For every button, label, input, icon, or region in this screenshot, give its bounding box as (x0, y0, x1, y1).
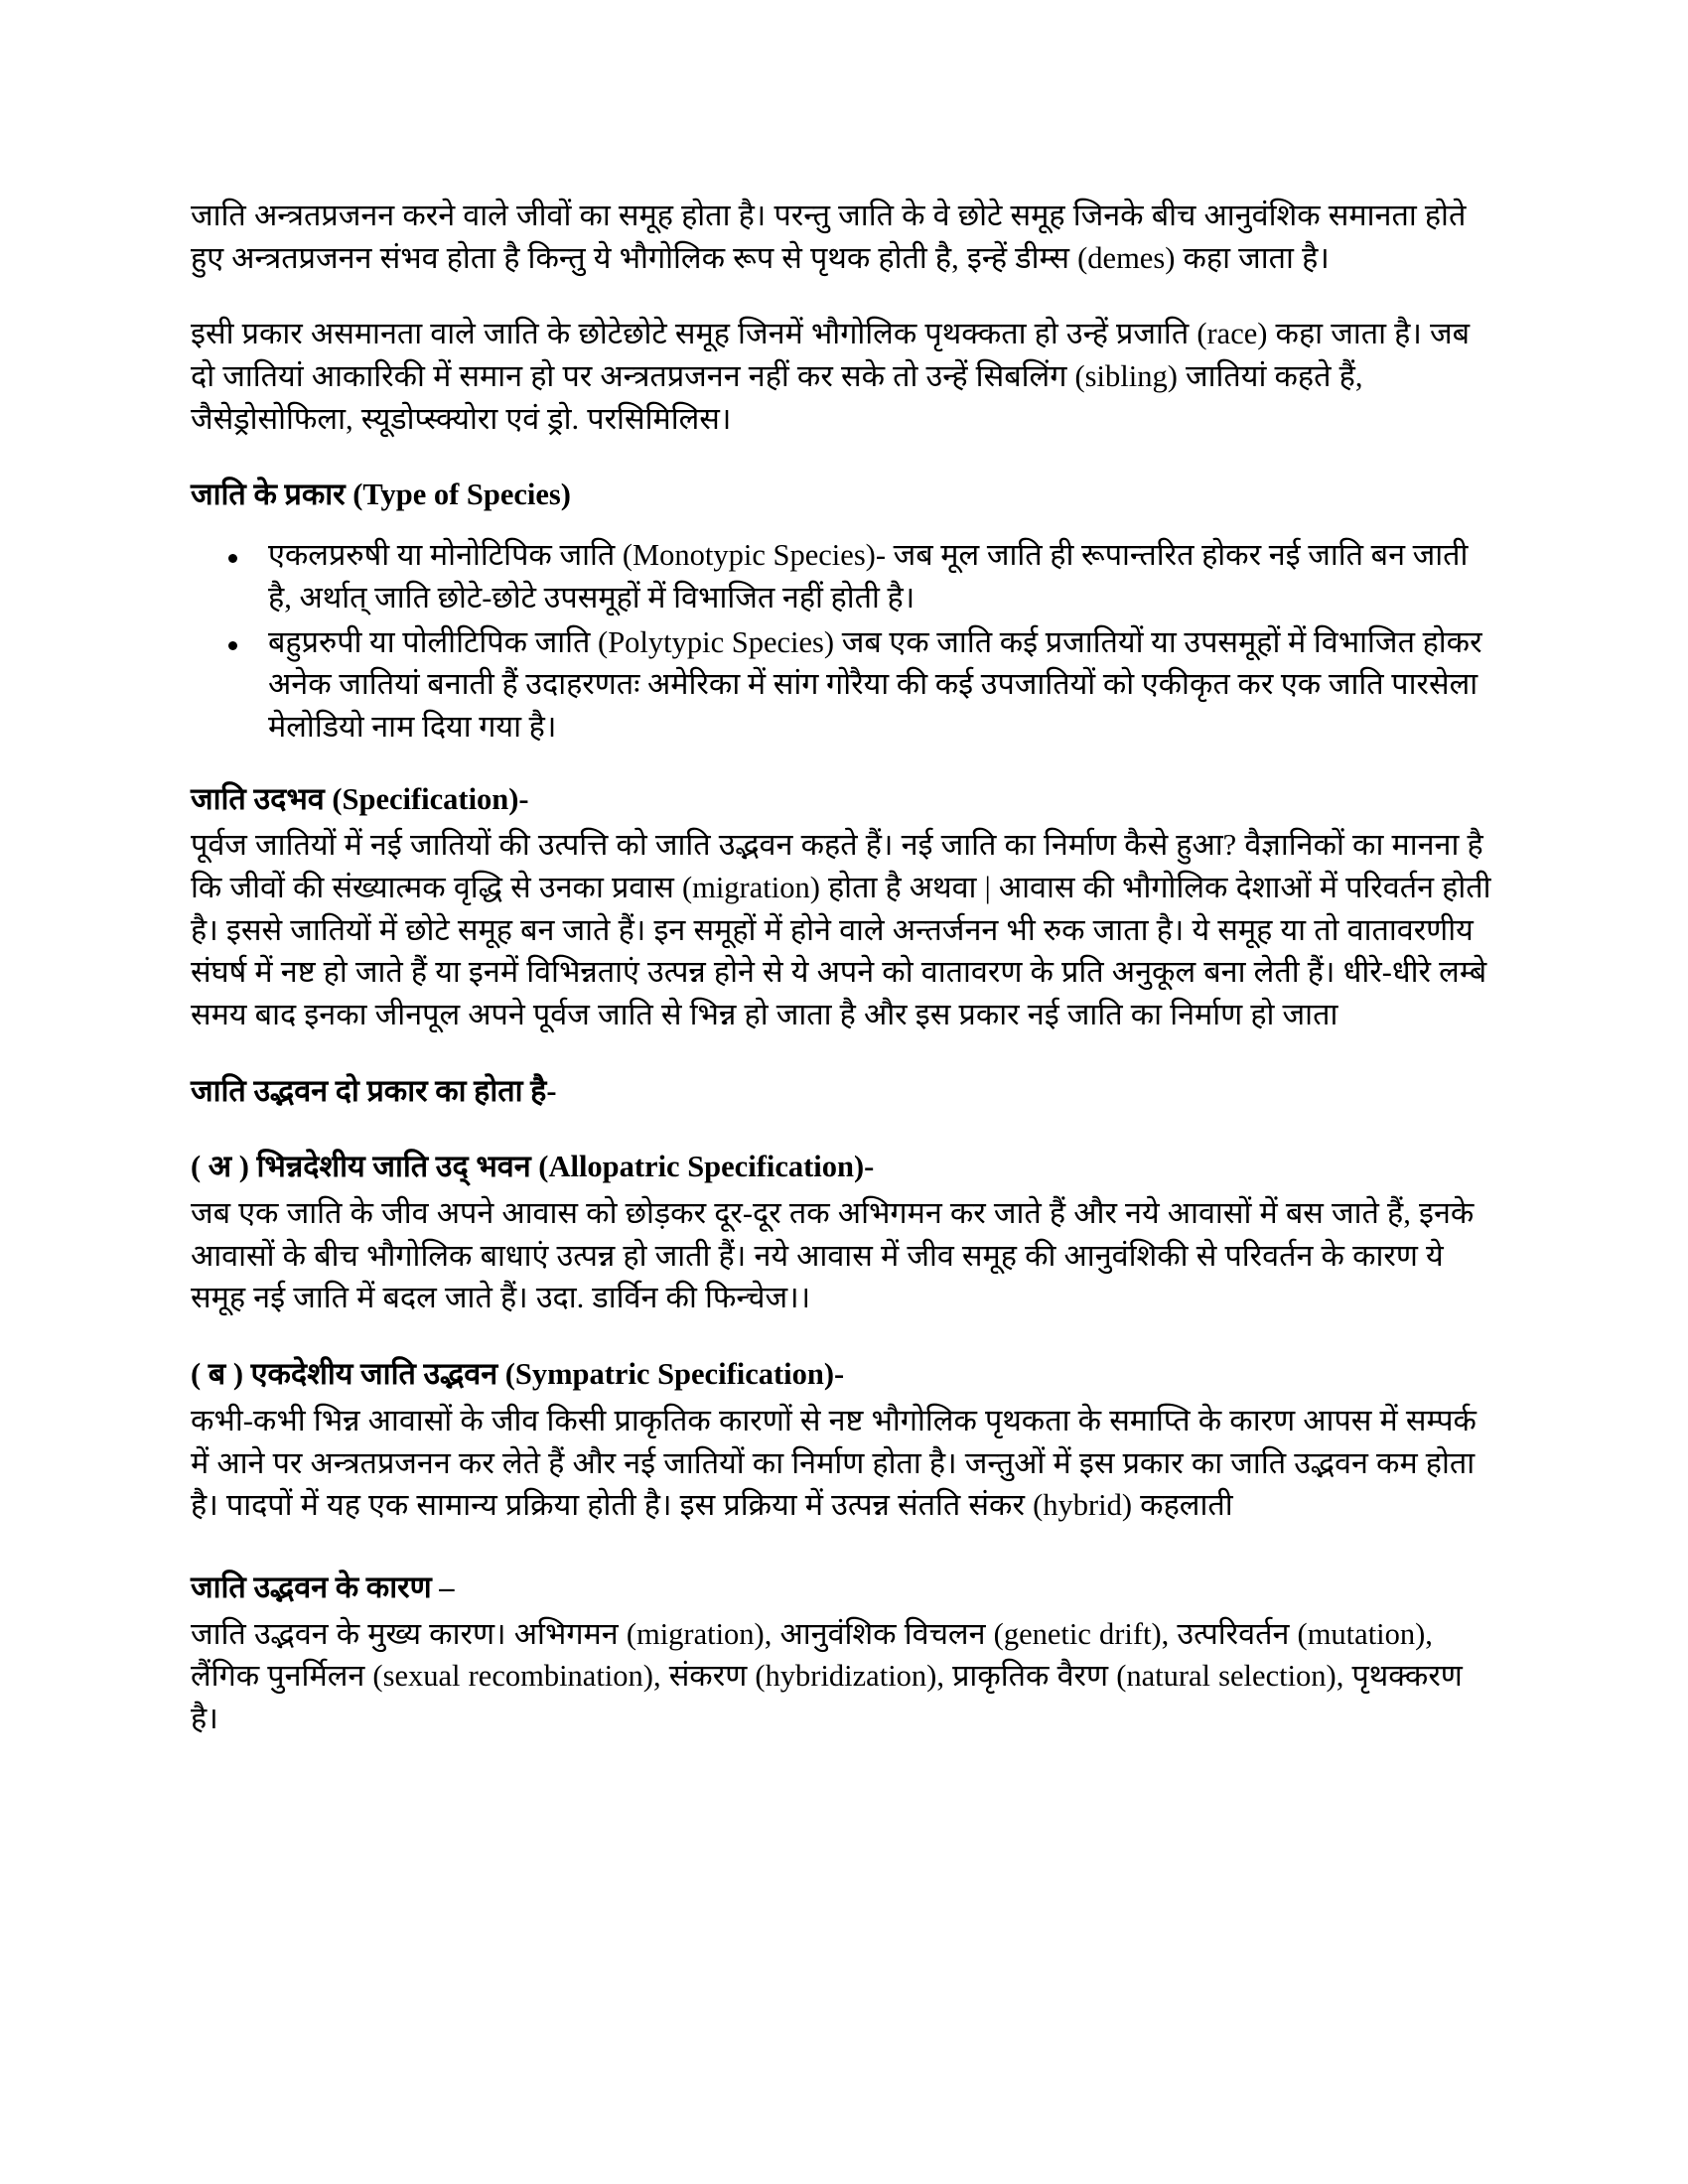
paragraph-race-and-sibling-species: इसी प्रकार असमानता वाले जाति के छोटेछोटे समूह जिनमें भौगोलिक पृथक्कता हो उन्हें प्रजाति (race) कहा जाता है। जब दो जातियां आकारिकी में समान हो पर अन्त्रतप्रजनन नहीं कर सके तो उन्हें सिबलिंग (sibling) जातियां कहते हैं, जैसेड्रोसोफिला, स्यूडोप्स्क्योरा एवं ड्रो. परसिमिलिस। (191, 317, 1471, 436)
species-type-list (191, 534, 1491, 748)
heading-allopatric-specification: ( अ ) भिन्नदेशीय जाति उद् भवन (Allopatric Specification)- (191, 1150, 875, 1184)
heading-two-types-of-speciation: जाति उद्भवन दो प्रकार का होता है- (191, 1073, 557, 1108)
paragraph-species-definition: जाति अन्त्रतप्रजनन करने वाले जीवों का समूह होता है। परन्तु जाति के वे छोटे समूह जिनके बीच आनुवंशिक समानता होते हुए अन्त्रतप्रजनन संभव होता है किन्तु ये भौगोलिक रूप से पृथक होती है, इन्हें डीम्स (demes) कहा जाता है। (191, 199, 1467, 275)
list-item-text: एकलप्ररुषी या मोनोटिपिक जाति (Monotypic Species)- जब मूल जाति ही रूपान्तरित होकर नई जाति बन जाती है, अर्थात् जाति छोटे-छोटे उपसमूहों में विभाजित नहीं होती है। (268, 538, 1469, 614)
heading-sympatric-specification: ( ब ) एकदेशीय जाति उद्भवन (Sympatric Specification)- (191, 1357, 845, 1392)
paragraph-specification: पूर्वज जातियों में नई जातियों की उत्पत्ति को जाति उद्भवन कहते हैं। नई जाति का निर्माण कैसे हुआ? वैज्ञानिकों का मानना है कि जीवों की संख्यात्मक वृद्धि से उनका प्रवास (migration) होता है अथवा | आवास की भौगोलिक देशाओं में परिवर्तन होती है। इससे जातियों में छोटे समूह बन जाते हैं। इन समूहों में होने वाले अन्तर्जनन भी रुक जाता है। ये समूह या तो वातावरणीय संघर्ष में नष्ट हो जाते हैं या इनमें विभिन्नताएं उत्पन्न होने से ये अपने को वातावरण के प्रति अनुकूल बना लेती हैं। धीरे-धीरे लम्बे समय बाद इनका जीनपूल अपने पूर्वज जाति से भिन्न हो जाता है और इस प्रकार नई जाति का निर्माण हो जाता (191, 828, 1491, 1031)
document-body (191, 195, 1491, 1740)
paragraph-sympatric-specification: कभी-कभी भिन्न आवासों के जीव किसी प्राकृतिक कारणों से नष्ट भौगोलिक पृथकता के समाप्ति के कारण आपस में सम्पर्क में आने पर अन्त्रतप्रजनन कर लेते हैं और नई जातियों का निर्माण होता है। जन्तुओं में इस प्रकार का जाति उद्भवन कम होता है। पादपों में यह एक सामान्य प्रक्रिया होती है। इस प्रक्रिया में उत्पन्न संतति संकर (hybrid) कहलाती (191, 1403, 1477, 1523)
heading-causes-of-speciation: जाति उद्भवन के कारण – (191, 1570, 455, 1604)
list-item-text: बहुप्ररुपी या पोलीटिपिक जाति (Polytypic Species) जब एक जाति कई प्रजातियों या उपसमूहों में विभाजित होकर अनेक जातियां बनाती हैं उदाहरणतः अमेरिका में सांग गोरैया की कई उपजातियों को एकीकृत कर एक जाति पारसेला मेलोडियो नाम दिया गया है। (268, 624, 1482, 744)
heading-type-of-species: जाति के प्रकार (Type of Species) (191, 478, 571, 512)
paragraph-causes-of-speciation: जाति उद्भवन के मुख्य कारण। अभिगमन (migration), आनुवंशिक विचलन (genetic drift), उत्परिवर्तन (mutation), लैंगिक पुनर्मिलन (sexual recombination), संकरण (hybridization), प्राकृतिक वैरण (natural selection), पृथक्करण है। (191, 1616, 1463, 1735)
paragraph-allopatric-specification: जब एक जाति के जीव अपने आवास को छोड़कर दूर-दूर तक अभिगमन कर जाते हैं और नये आवासों में बस जाते हैं, इनके आवासों के बीच भौगोलिक बाधाएं उत्पन्न हो जाती हैं। नये आवास में जीव समूह की आनुवंशिकी से परिवर्तन के कारण ये समूह नई जाति में बदल जाते हैं। उदा. डार्विन की फिन्चेज।। (191, 1196, 1475, 1315)
heading-specification: जाति उदभव (Specification)- (191, 781, 529, 816)
list-item-polytypic-species (191, 621, 1491, 749)
list-item-monotypic-species (191, 534, 1491, 618)
